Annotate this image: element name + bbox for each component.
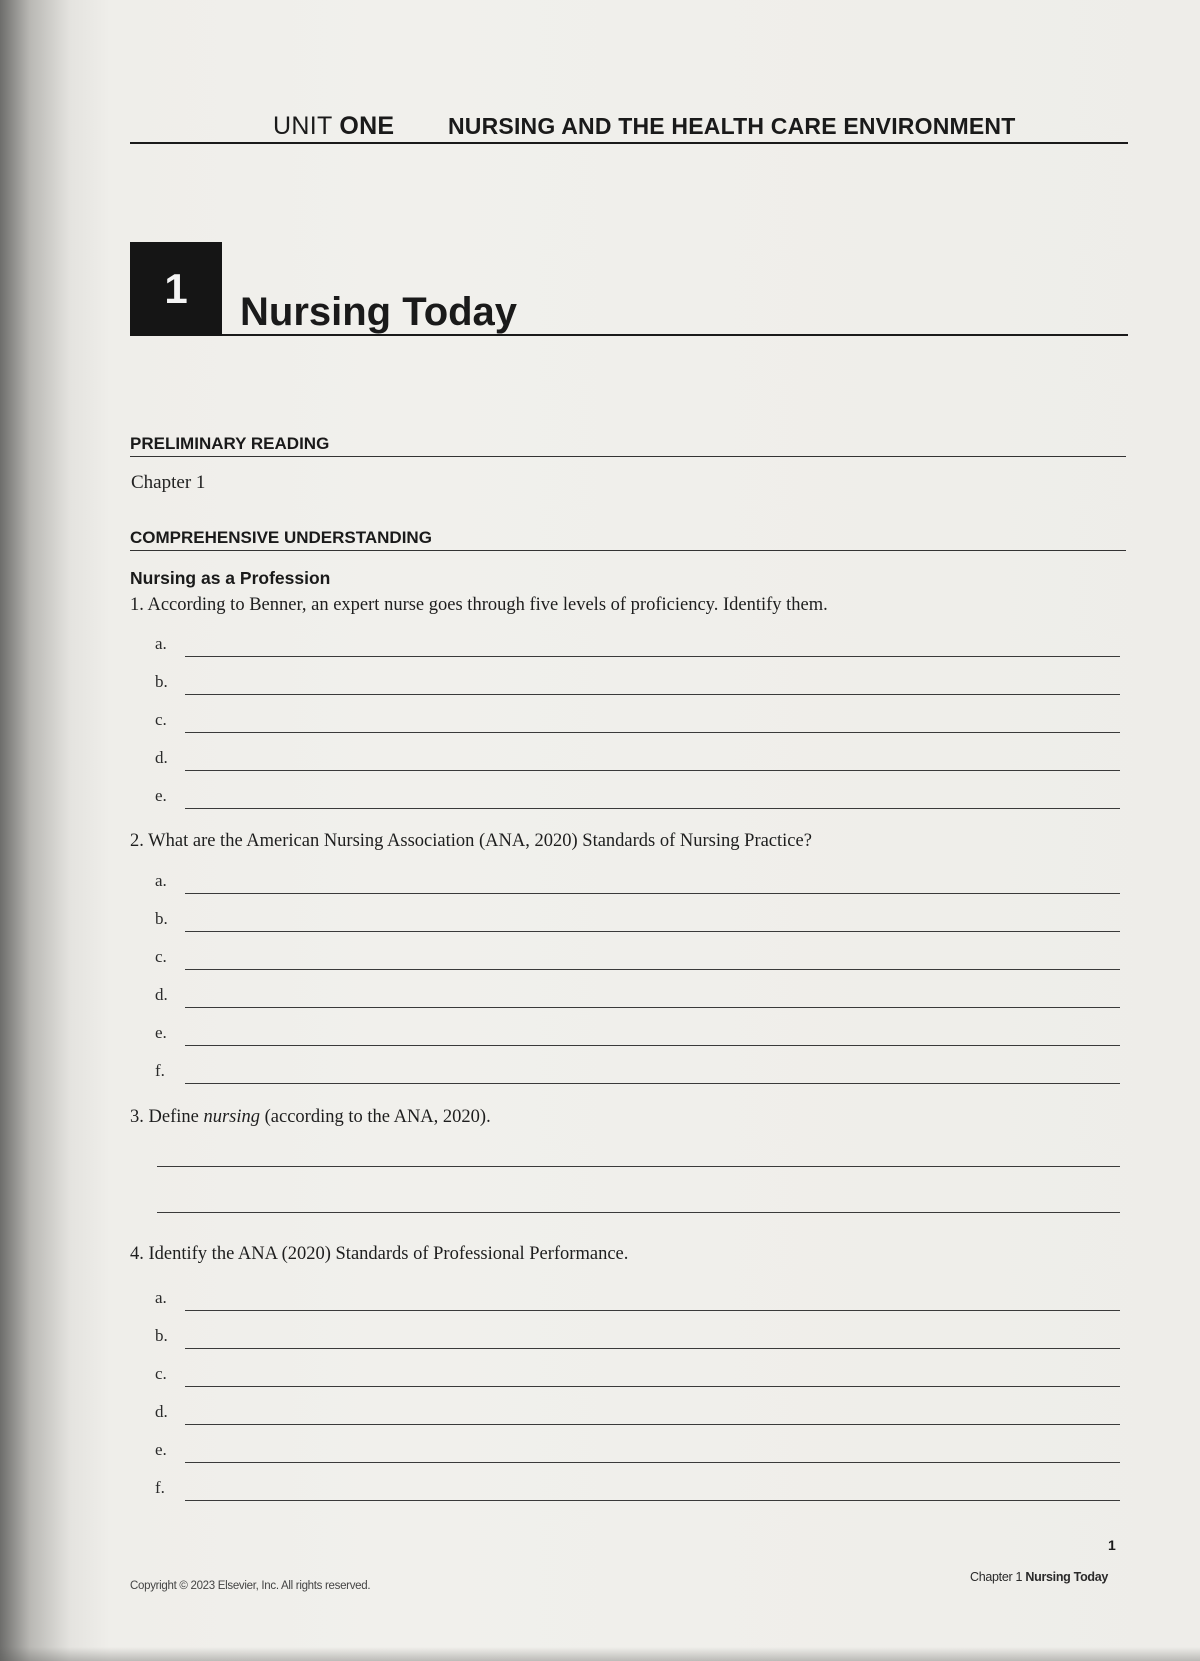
answer-letter: a. bbox=[155, 634, 167, 653]
answer-letter: a. bbox=[155, 1288, 167, 1307]
footer-chapter bbox=[970, 1570, 1108, 1584]
answer-line[interactable] bbox=[155, 871, 1120, 897]
blank-line bbox=[185, 1500, 1120, 1501]
chapter-title: Nursing Today bbox=[240, 290, 518, 334]
answer-line[interactable] bbox=[155, 672, 1120, 698]
answer-free-line[interactable] bbox=[157, 1166, 1120, 1167]
blank-line bbox=[185, 1386, 1120, 1387]
question-4: 4. Identify the ANA (2020) Standards of Professional Performance. bbox=[130, 1244, 629, 1264]
answer-line[interactable] bbox=[155, 1478, 1120, 1504]
blank-line bbox=[185, 1007, 1120, 1008]
question-3 bbox=[130, 1107, 491, 1128]
comprehensive-heading: COMPREHENSIVE UNDERSTANDING bbox=[130, 528, 1126, 551]
answer-line[interactable] bbox=[155, 748, 1120, 774]
unit-title: NURSING AND THE HEALTH CARE ENVIRONMENT bbox=[448, 113, 1016, 139]
answer-letter: f. bbox=[155, 1478, 165, 1497]
blank-line bbox=[185, 732, 1120, 733]
answer-line[interactable] bbox=[155, 985, 1120, 1011]
answer-line[interactable] bbox=[155, 634, 1120, 660]
question-1: 1. According to Benner, an expert nurse goes through five levels of proficiency. Identify them. bbox=[130, 595, 828, 615]
blank-line bbox=[185, 694, 1120, 695]
preliminary-reading-text: Chapter 1 bbox=[131, 472, 206, 493]
blank-line bbox=[185, 808, 1120, 809]
answer-letter: d. bbox=[155, 748, 168, 767]
footer-chapter-label: Chapter 1 bbox=[970, 1570, 1023, 1584]
chapter-rule bbox=[222, 334, 1128, 336]
answer-line[interactable] bbox=[155, 947, 1120, 973]
footer-chapter-title: Nursing Today bbox=[1025, 1570, 1109, 1584]
page-bottom-edge bbox=[0, 1647, 1200, 1661]
answer-line[interactable] bbox=[155, 1402, 1120, 1428]
question-3-suffix: (according to the ANA, 2020). bbox=[260, 1107, 491, 1127]
unit-number: ONE bbox=[339, 112, 395, 140]
blank-line bbox=[185, 1083, 1120, 1084]
page-number: 1 bbox=[1108, 1537, 1116, 1553]
answer-letter: e. bbox=[155, 786, 167, 805]
blank-line bbox=[185, 770, 1120, 771]
question-3-term: nursing bbox=[203, 1107, 261, 1127]
answer-free-line[interactable] bbox=[157, 1212, 1120, 1213]
answer-letter: c. bbox=[155, 947, 167, 966]
question-2: 2. What are the American Nursing Association (ANA, 2020) Standards of Nursing Practice? bbox=[130, 831, 812, 851]
copyright-notice: Copyright © 2023 Elsevier, Inc. All rights reserved. bbox=[130, 1580, 371, 1592]
unit-word: UNIT bbox=[273, 112, 333, 140]
question-3-prefix: 3. Define bbox=[130, 1107, 204, 1127]
answer-letter: c. bbox=[155, 1364, 167, 1383]
answer-letter: a. bbox=[155, 871, 167, 890]
blank-line bbox=[185, 969, 1120, 970]
answer-letter: b. bbox=[155, 1326, 168, 1345]
answer-letter: c. bbox=[155, 710, 167, 729]
answer-line[interactable] bbox=[155, 710, 1120, 736]
answer-line[interactable] bbox=[155, 1061, 1120, 1087]
unit-header bbox=[130, 108, 1128, 144]
answer-letter: b. bbox=[155, 672, 168, 691]
chapter-number-box: 1 bbox=[130, 242, 222, 336]
blank-line bbox=[185, 1348, 1120, 1349]
answer-letter: d. bbox=[155, 1402, 168, 1421]
blank-line bbox=[185, 893, 1120, 894]
answer-letter: e. bbox=[155, 1023, 167, 1042]
answer-line[interactable] bbox=[155, 1364, 1120, 1390]
answer-letter: d. bbox=[155, 985, 168, 1004]
section-subheading: Nursing as a Profession bbox=[130, 568, 331, 588]
blank-line bbox=[185, 931, 1120, 932]
blank-line bbox=[185, 1424, 1120, 1425]
chapter-heading bbox=[130, 242, 1128, 338]
preliminary-reading-heading: PRELIMINARY READING bbox=[130, 434, 1126, 457]
blank-line bbox=[185, 1462, 1120, 1463]
blank-line bbox=[185, 1045, 1120, 1046]
answer-line[interactable] bbox=[155, 909, 1120, 935]
blank-line bbox=[185, 656, 1120, 657]
answer-line[interactable] bbox=[155, 1023, 1120, 1049]
answer-line[interactable] bbox=[155, 1440, 1120, 1466]
blank-line bbox=[185, 1310, 1120, 1311]
answer-letter: f. bbox=[155, 1061, 165, 1080]
answer-line[interactable] bbox=[155, 786, 1120, 812]
answer-letter: b. bbox=[155, 909, 168, 928]
answer-line[interactable] bbox=[155, 1326, 1120, 1352]
answer-line[interactable] bbox=[155, 1288, 1120, 1314]
unit-label bbox=[273, 112, 394, 141]
answer-letter: e. bbox=[155, 1440, 167, 1459]
